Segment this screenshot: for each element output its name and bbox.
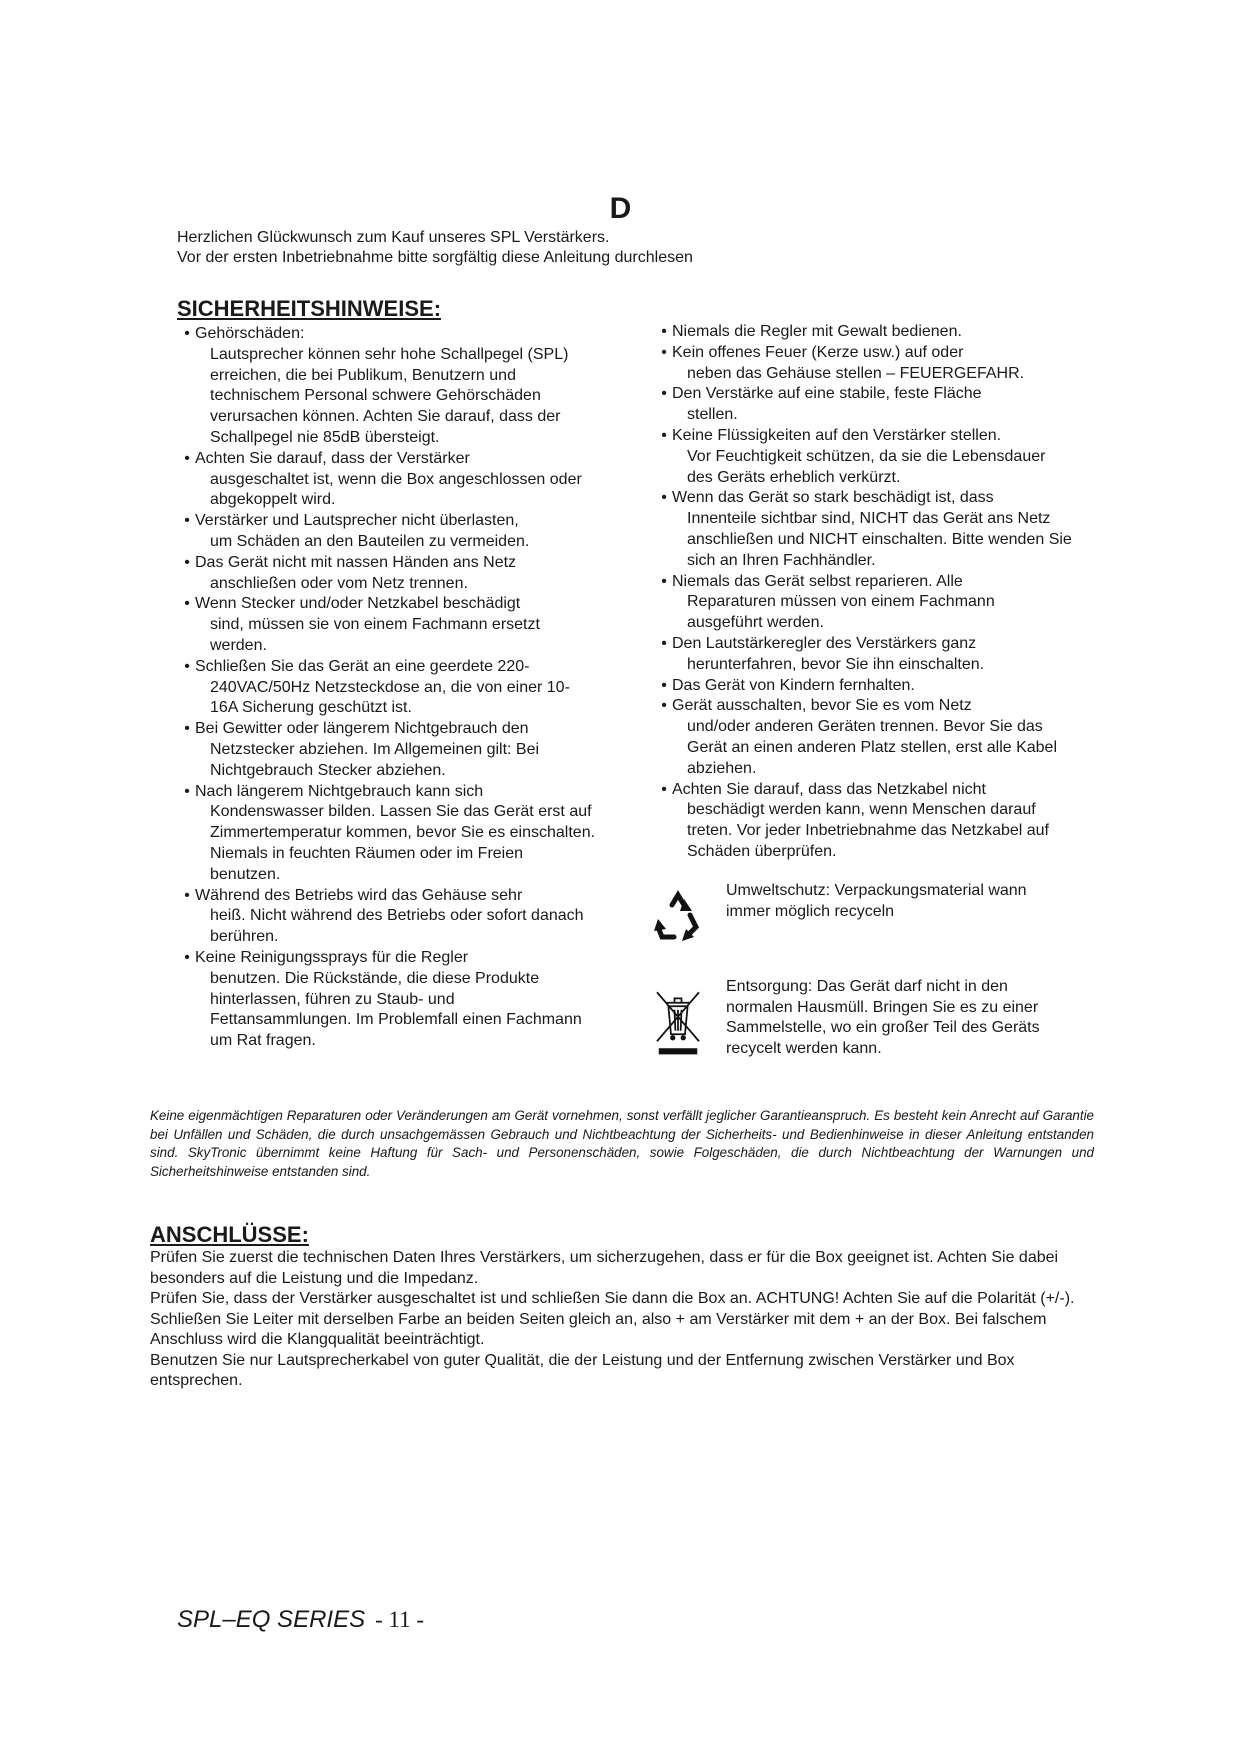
safety-item-lead: Das Gerät nicht mit nassen Händen ans Netz <box>195 553 517 571</box>
safety-item <box>654 780 1074 863</box>
safety-item-lead: Achten Sie darauf, dass der Verstärker <box>195 449 470 467</box>
safety-item <box>177 719 597 781</box>
safety-item <box>654 634 1074 676</box>
safety-item-text: sind, müssen sie von einem Fachmann ersetzt werden. <box>210 616 540 654</box>
bullet-icon: • <box>661 489 667 507</box>
bullet-icon: • <box>184 948 190 966</box>
safety-item-text: Lautsprecher können sehr hohe Schallpegel (SPL) erreichen, die bei Publikum, Benutzern und technischem Personal schwere Gehörschäden verursachen können. Achten Sie darauf, dass der Schallpegel nie 85dB übersteigt. <box>210 345 569 446</box>
intro-text <box>177 228 693 268</box>
safety-item <box>177 324 597 449</box>
safety-item-lead: Schließen Sie das Gerät an eine geerdete 220- <box>195 657 530 675</box>
bullet-icon: • <box>661 697 667 715</box>
safety-item-lead: Den Lautstärkeregler des Verstärkers ganz <box>672 634 977 652</box>
safety-item-lead: Das Gerät von Kindern fernhalten. <box>672 676 915 694</box>
page-footer <box>177 1606 424 1634</box>
safety-item-text: beschädigt werden kann, wenn Menschen darauf treten. Vor jeder Inbetriebnahme das Netzkabel auf Schäden überprüfen. <box>687 801 1049 860</box>
safety-item <box>654 426 1074 488</box>
recycle-notice <box>654 881 1074 939</box>
safety-item-lead: Nach längerem Nichtgebrauch kann sich <box>195 782 484 800</box>
safety-item-text: stellen. <box>687 406 738 424</box>
safety-item-lead: Wenn Stecker und/oder Netzkabel beschädigt <box>195 595 521 613</box>
safety-item-lead: Bei Gewitter oder längerem Nichtgebrauch den <box>195 720 529 738</box>
safety-item <box>177 948 597 1052</box>
safety-item <box>654 322 1074 343</box>
safety-item-text: und/oder anderen Geräten trennen. Bevor Sie das Gerät an einen anderen Platz stellen, erst alle Kabel abziehen. <box>687 718 1058 777</box>
bullet-icon: • <box>661 572 667 590</box>
safety-item <box>177 449 597 511</box>
safety-item <box>654 696 1074 779</box>
safety-item-text: 240VAC/50Hz Netzsteckdose an, die von einer 10-16A Sicherung geschützt ist. <box>210 678 570 717</box>
safety-item-text: Reparaturen müssen von einem Fachmann ausgeführt werden. <box>687 593 995 632</box>
disposal-notice <box>654 977 1074 1060</box>
connections-title: ANSCHLÜSSE: <box>150 1222 309 1247</box>
safety-item-lead: Keine Flüssigkeiten auf den Verstärker stellen. <box>672 426 1002 444</box>
safety-item-lead: Niemals das Gerät selbst reparieren. Alle <box>672 572 963 590</box>
page-number: - 11 - <box>375 1607 425 1632</box>
bullet-icon: • <box>184 553 190 571</box>
safety-item-text: herunterfahren, bevor Sie ihn einschalten. <box>687 655 985 673</box>
safety-item <box>177 657 597 719</box>
safety-item-text: Vor Feuchtigkeit schützen, da sie die Lebensdauer des Geräts erheblich verkürzt. <box>687 447 1046 486</box>
intro-line: Vor der ersten Inbetriebnahme bitte sorgfältig diese Anleitung durchlesen <box>177 249 693 266</box>
safety-item-lead: Während des Betriebs wird das Gehäuse sehr <box>195 886 523 904</box>
bullet-icon: • <box>184 449 190 467</box>
safety-title: SICHERHEITSHINWEISE: <box>177 296 442 321</box>
bullet-icon: • <box>184 512 190 530</box>
bullet-icon: • <box>661 343 667 361</box>
safety-item-lead: Wenn das Gerät so stark beschädigt ist, dass <box>672 489 994 507</box>
safety-list-left <box>177 324 597 1052</box>
safety-item <box>177 553 597 595</box>
safety-item <box>654 343 1074 385</box>
warranty-disclaimer: Keine eigenmächtigen Reparaturen oder Veränderungen am Gerät vornehmen, sonst verfällt jeglicher Garantieanspruch. Es besteht kein Anrecht auf Garantie bei Unfällen und Schäden, die durch unsachgemässen Gebrauch und Nichtbeachtung der Sicherheits- und Bedienhinweise in dieser Anleitung entstanden sind. SkyTronic übernimmt keine Haftung für Sach- und Personenschäden, sowie Folgeschäden, die durch Nichtbeachtung der Warnungen und Sicherheitshinweise entstanden sind. <box>150 1108 1094 1179</box>
bullet-icon: • <box>184 782 190 800</box>
bullet-icon: • <box>184 720 190 738</box>
safety-item-text: Netzstecker abziehen. Im Allgemeinen gilt: Bei Nichtgebrauch Stecker abziehen. <box>210 740 540 779</box>
connections-paragraph: Prüfen Sie, dass der Verstärker ausgeschaltet ist und schließen Sie dann die Box an. ACHTUNG! Achten Sie auf die Polarität (+/-). Schließen Sie Leiter mit derselben Farbe an beiden Seiten gleich an, also + am Verstärker mit dem + an der Box. Bei falschem Anschluss wird die Klangqualität beeinträchtigt. <box>150 1290 1075 1348</box>
safety-item-lead: Gehörschäden: <box>195 325 305 342</box>
safety-item-lead: Gerät ausschalten, bevor Sie es vom Netz <box>672 697 972 715</box>
bullet-icon: • <box>661 634 667 652</box>
safety-left-column <box>177 296 597 1052</box>
language-heading: D <box>609 192 632 225</box>
connections-section <box>150 1222 1090 1392</box>
safety-item <box>177 782 597 886</box>
safety-item-text: heiß. Nicht während des Betriebs oder sofort danach berühren. <box>210 907 584 946</box>
safety-item-text: um Schäden an den Bauteilen zu vermeiden. <box>210 532 530 550</box>
recycle-icon <box>650 885 706 955</box>
bullet-icon: • <box>661 426 667 444</box>
safety-item <box>654 488 1074 571</box>
safety-item-text: neben das Gehäuse stellen – FEUERGEFAHR. <box>687 364 1025 382</box>
safety-list-right <box>654 322 1074 863</box>
safety-item-text: Innenteile sichtbar sind, NICHT das Gerät ans Netz anschließen und NICHT einschalten. Bitte wenden Sie sich an Ihren Fachhändler. <box>687 510 1072 569</box>
safety-item-lead: Niemals die Regler mit Gewalt bedienen. <box>672 323 962 340</box>
safety-item-text: benutzen. Die Rückstände, die diese Produkte hinterlassen, führen zu Staub- und Fettansammlungen. Im Problemfall einen Fachmann um Rat fragen. <box>210 969 582 1050</box>
safety-item-lead: Verstärker und Lautsprecher nicht überlasten, <box>195 512 519 530</box>
safety-right-column <box>654 322 1074 1060</box>
bullet-icon: • <box>661 385 667 403</box>
bullet-icon: • <box>184 886 190 904</box>
safety-item <box>177 594 597 656</box>
series-name: SPL–EQ SERIES <box>177 1606 366 1633</box>
bullet-icon: • <box>661 780 667 798</box>
safety-item-lead: Achten Sie darauf, dass das Netzkabel nicht <box>672 780 986 798</box>
safety-item <box>654 572 1074 634</box>
safety-item <box>654 384 1074 426</box>
safety-item <box>177 886 597 948</box>
bullet-icon: • <box>661 676 667 694</box>
connections-paragraph: Benutzen Sie nur Lautsprecherkabel von guter Qualität, die der Leistung und der Entfernung zwischen Verstärker und Box entsprechen. <box>150 1351 1015 1389</box>
recycle-text: Umweltschutz: Verpackungsmaterial wann immer möglich recyceln <box>726 881 1027 920</box>
safety-item-text: Kondenswasser bilden. Lassen Sie das Gerät erst auf Zimmertemperatur kommen, bevor Sie es einschalten. Niemals in feuchten Räumen oder im Freien benutzen. <box>210 803 596 883</box>
safety-item-text: anschließen oder vom Netz trennen. <box>210 574 468 592</box>
bullet-icon: • <box>661 323 667 340</box>
safety-item-text: ausgeschaltet ist, wenn die Box angeschlossen oder abgekoppelt wird. <box>210 470 582 509</box>
bullet-icon: • <box>184 595 190 613</box>
bullet-icon: • <box>184 657 190 675</box>
crossed-bin-icon <box>650 987 706 1057</box>
safety-item-lead: Keine Reinigungssprays für die Regler <box>195 948 469 966</box>
safety-item-lead: Den Verstärke auf eine stabile, feste Fläche <box>672 385 982 403</box>
connections-paragraph: Prüfen Sie zuerst die technischen Daten Ihres Verstärkers, um sicherzugehen, dass er für die Box geeignet ist. Achten Sie dabei besonders auf die Leistung und die Impedanz. <box>150 1249 1059 1287</box>
intro-line: Herzlichen Glückwunsch zum Kauf unseres SPL Verstärkers. <box>177 229 610 246</box>
safety-item <box>177 511 597 553</box>
safety-item-lead: Kein offenes Feuer (Kerze usw.) auf oder <box>672 343 964 361</box>
disposal-text: Entsorgung: Das Gerät darf nicht in den normalen Hausmüll. Bringen Sie es zu einer Sammelstelle, wo ein großer Teil des Geräts recycelt werden kann. <box>726 977 1040 1058</box>
safety-item <box>654 676 1074 697</box>
bullet-icon: • <box>184 325 190 342</box>
